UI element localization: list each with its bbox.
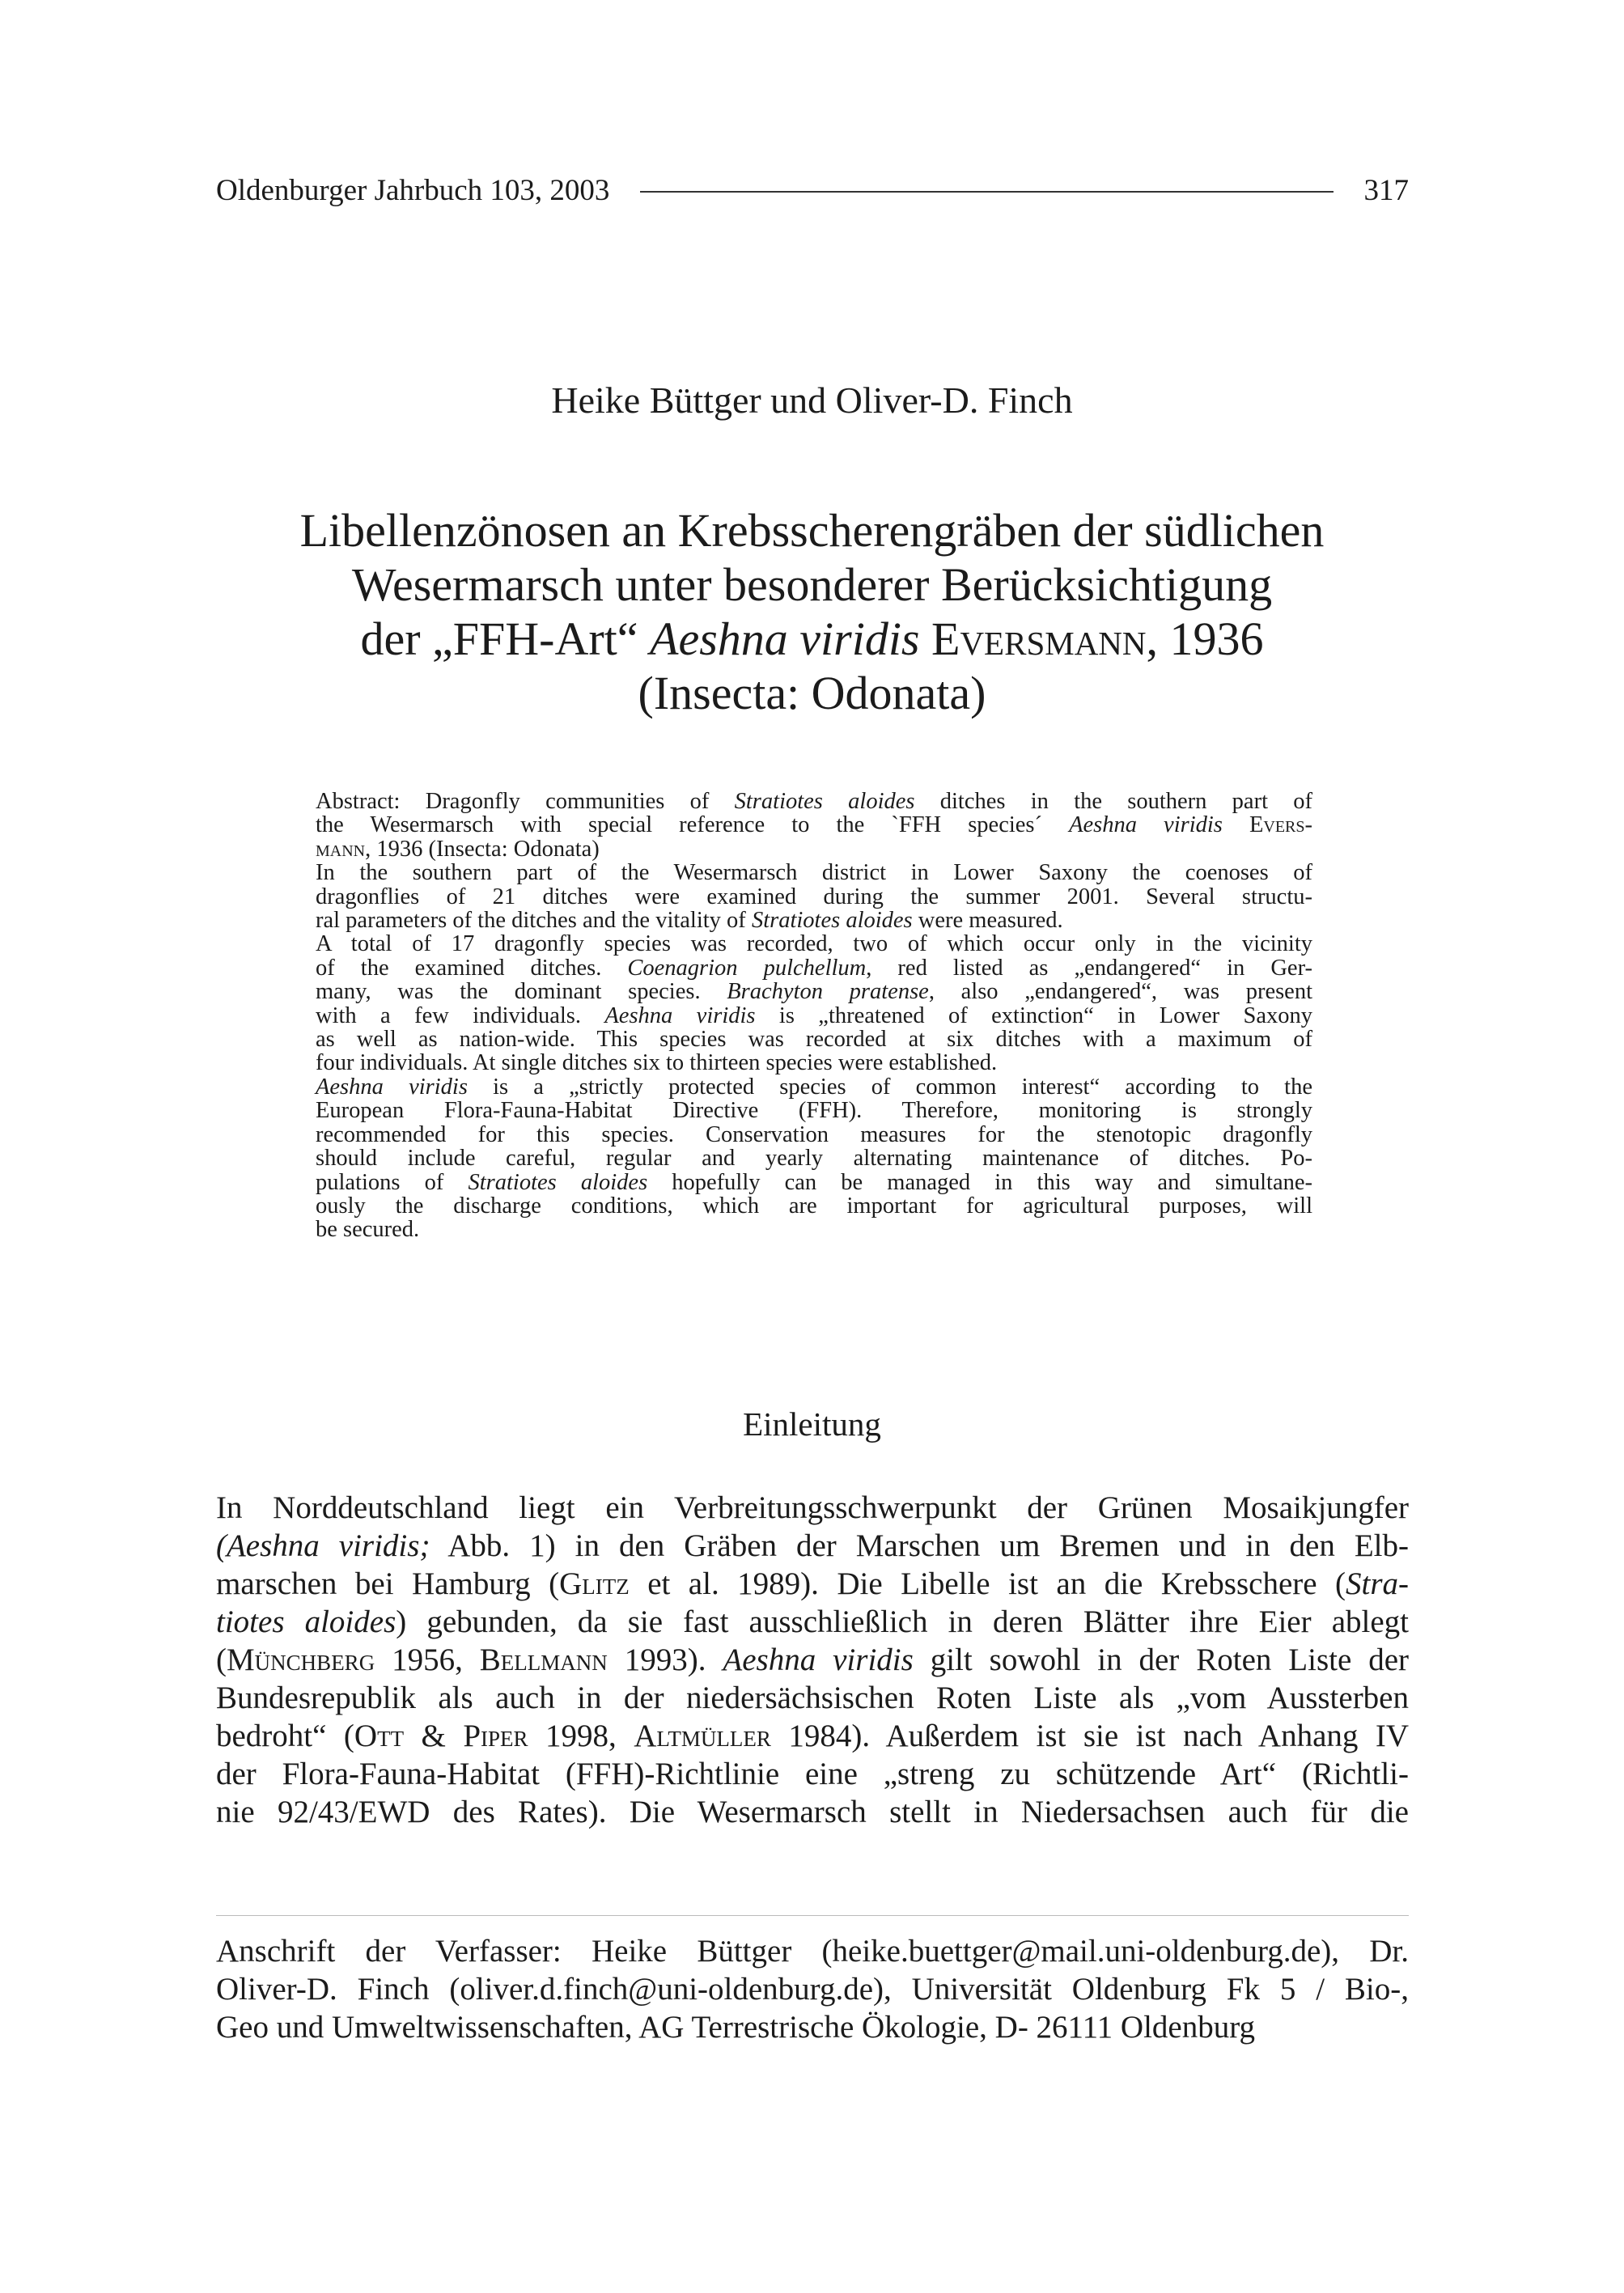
body-line: (Aeshna viridis; Abb. 1) in den Gräben der Marschen um Bremen und in den Elb- bbox=[216, 1528, 1409, 1563]
species-name: Aeshna viridis bbox=[650, 612, 920, 665]
footnote-rule bbox=[216, 1915, 1409, 1916]
footnote-line: Geo und Umweltwissenschaften, AG Terrestrische Ökologie, D- 26111 Oldenburg bbox=[216, 2010, 1256, 2045]
title-line-4: (Insecta: Odonata) bbox=[638, 667, 986, 719]
abstract-line: with a few individuals. Aeshna viridis is „threatened of extinction“ in Lower Saxony bbox=[316, 1002, 1312, 1028]
body-line: tiotes aloides) gebunden, da sie fast ausschließlich in deren Blätter ihre Eier ablegt bbox=[216, 1604, 1409, 1639]
running-header bbox=[216, 170, 1409, 210]
authors: Heike Büttger und Oliver-D. Finch bbox=[551, 379, 1073, 421]
abstract-line: the Wesermarsch with special reference to the `FFH species´ Aeshna viridis Evers- bbox=[316, 812, 1312, 838]
title-line-3: der „FFH-Art“ Aeshna viridis Eversmann, 1936 bbox=[360, 612, 1264, 665]
abstract-line: In the southern part of the Wesermarsch district in Lower Saxony the coenoses of bbox=[316, 860, 1312, 886]
body-line: bedroht“ (Ott & Piper 1998, Altmüller 1984). Außerdem ist sie ist nach Anhang IV bbox=[216, 1719, 1409, 1753]
journal-name: Oldenburger Jahrbuch 103, 2003 bbox=[216, 173, 610, 207]
abstract-line: European Flora-Fauna-Habitat Directive (FFH). Therefore, monitoring is strongly bbox=[316, 1098, 1312, 1124]
footnote-line: Anschrift der Verfasser: Heike Büttger (heike.buettger@mail.uni-oldenburg.de), Dr. bbox=[216, 1934, 1409, 1969]
page-number: 317 bbox=[1363, 173, 1409, 207]
section-heading: Einleitung bbox=[743, 1405, 881, 1443]
header-rule bbox=[640, 191, 1333, 193]
abstract-line: pulations of Stratiotes aloides hopefully can be managed in this way and simultane- bbox=[316, 1169, 1312, 1195]
body-line: der Flora-Fauna-Habitat (FFH)-Richtlinie eine „streng zu schützende Art“ (Richtli- bbox=[216, 1757, 1409, 1791]
article-title bbox=[129, 503, 1495, 720]
abstract-line: recommended for this species. Conservation measures for the stenotopic dragonfly bbox=[316, 1121, 1312, 1147]
abstract-line: ously the discharge conditions, which are important for agricultural purposes, will bbox=[316, 1193, 1312, 1219]
body-line: Bundesrepublik als auch in der niedersächsischen Roten Liste als „vom Aussterben bbox=[216, 1681, 1409, 1715]
body-line: In Norddeutschland liegt ein Verbreitungsschwerpunkt der Grünen Mosaikjungfer bbox=[216, 1490, 1409, 1525]
abstract-line: be secured. bbox=[316, 1217, 420, 1243]
abstract-line: Abstract: Dragonfly communities of Stratiotes aloides ditches in the southern part of bbox=[316, 789, 1312, 814]
body-line: nie 92/43/EWD des Rates). Die Wesermarsch stellt in Niedersachsen auch für die bbox=[216, 1795, 1409, 1829]
intro-paragraph bbox=[216, 1489, 1409, 1831]
author-address-footnote bbox=[216, 1932, 1409, 2046]
abstract-line: four individuals. At single ditches six to thirteen species were established. bbox=[316, 1050, 998, 1076]
abstract-line: as well as nation-wide. This species was recorded at six ditches with a maximum of bbox=[316, 1027, 1312, 1053]
abstract-line: ral parameters of the ditches and the vitality of Stratiotes aloides were measured. bbox=[316, 908, 1063, 934]
abstract-line: A total of 17 dragonfly species was recorded, two of which occur only in the vicinity bbox=[316, 931, 1312, 957]
abstract bbox=[316, 790, 1312, 1242]
title-line-1: Libellenzönosen an Krebsscherengräben der südlichen bbox=[299, 504, 1325, 557]
abstract-line: mann, 1936 (Insecta: Odonata) bbox=[316, 836, 600, 862]
footnote-line: Oliver-D. Finch (oliver.d.finch@uni-oldenburg.de), Universität Oldenburg Fk 5 / Bio-, bbox=[216, 1972, 1409, 2007]
abstract-line: should include careful, regular and yearly alternating maintenance of ditches. Po- bbox=[316, 1146, 1312, 1172]
author-name: Eversmann bbox=[931, 612, 1147, 665]
abstract-line: many, was the dominant species. Brachyton pratense, also „endangered“, was present bbox=[316, 979, 1313, 1005]
abstract-line: Aeshna viridis is a „strictly protected species of common interest“ according to the bbox=[316, 1074, 1312, 1100]
body-line: marschen bei Hamburg (Glitz et al. 1989). Die Libelle ist an die Krebsschere (Stra- bbox=[216, 1566, 1410, 1601]
abstract-line: dragonflies of 21 ditches were examined during the summer 2001. Several structu- bbox=[316, 884, 1312, 909]
abstract-line: of the examined ditches. Coenagrion pulchellum, red listed as „endangered“ in Ger- bbox=[316, 955, 1312, 981]
body-line: (Münchberg 1956, Bellmann 1993). Aeshna viridis gilt sowohl in der Roten Liste der bbox=[216, 1642, 1409, 1677]
title-line-2: Wesermarsch unter besonderer Berücksichtigung bbox=[351, 558, 1273, 611]
